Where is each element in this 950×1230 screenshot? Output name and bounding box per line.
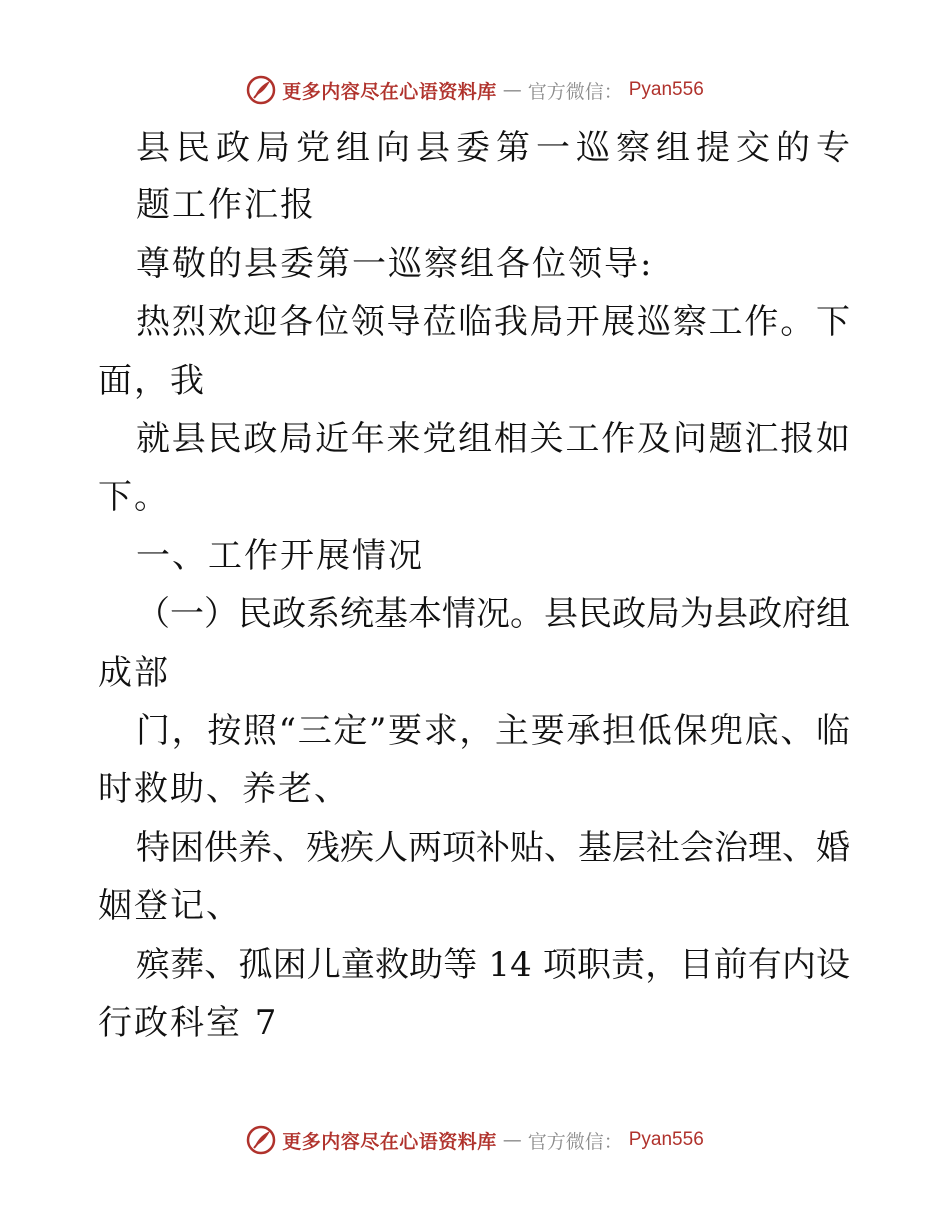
feather-pen-logo (246, 1125, 276, 1155)
watermark-wechat-label: 官方微信： (527, 80, 623, 103)
header-watermark (0, 70, 950, 110)
paragraph-line: 特困供养、残疾人两项补贴、基层社会治理、婚 (136, 828, 850, 868)
paragraph-line: 热烈欢迎各位领导莅临我局开展巡察工作。下 (136, 302, 852, 342)
paragraph-line: 殡葬、孤困儿童救助等 14 项职责，目前有内设 (136, 945, 851, 985)
watermark-wechat-id: Pyan556 (628, 1129, 704, 1150)
watermark-wechat-id: Pyan556 (628, 79, 704, 100)
watermark-text: 更多内容尽在心语资料库 (282, 1130, 497, 1153)
paragraph-line: 面，我 (98, 361, 206, 401)
paragraph-line: 下。 (98, 477, 170, 517)
paragraph-line: 姻登记、 (98, 886, 242, 926)
paragraph-line: 成部 (98, 653, 170, 693)
salutation: 尊敬的县委第一巡察组各位领导: (136, 244, 654, 284)
paragraph-line: 就县民政局近年来党组相关工作及问题汇报如 (136, 419, 852, 459)
paragraph-line: 行政科室 7 (98, 1003, 279, 1043)
watermark-wechat-label: 官方微信： (527, 1130, 623, 1153)
title-line-1: 县民政局党组向县委第一巡察组提交的专 (136, 128, 856, 168)
paragraph-line: 时救助、养老、 (98, 769, 350, 809)
feather-pen-logo (246, 75, 276, 105)
watermark-dash: — (502, 79, 522, 101)
footer-watermark (0, 1120, 950, 1160)
watermark-dash: — (502, 1129, 522, 1151)
title-line-2: 题工作汇报 (136, 185, 316, 225)
section-heading: 一、工作开展情况 (136, 536, 424, 576)
paragraph-line: 门，按照“三定”要求，主要承担低保兜底、临 (136, 711, 852, 751)
watermark-text: 更多内容尽在心语资料库 (282, 80, 497, 103)
paragraph-line: （一）民政系统基本情况。县民政局为县政府组 (136, 594, 850, 634)
